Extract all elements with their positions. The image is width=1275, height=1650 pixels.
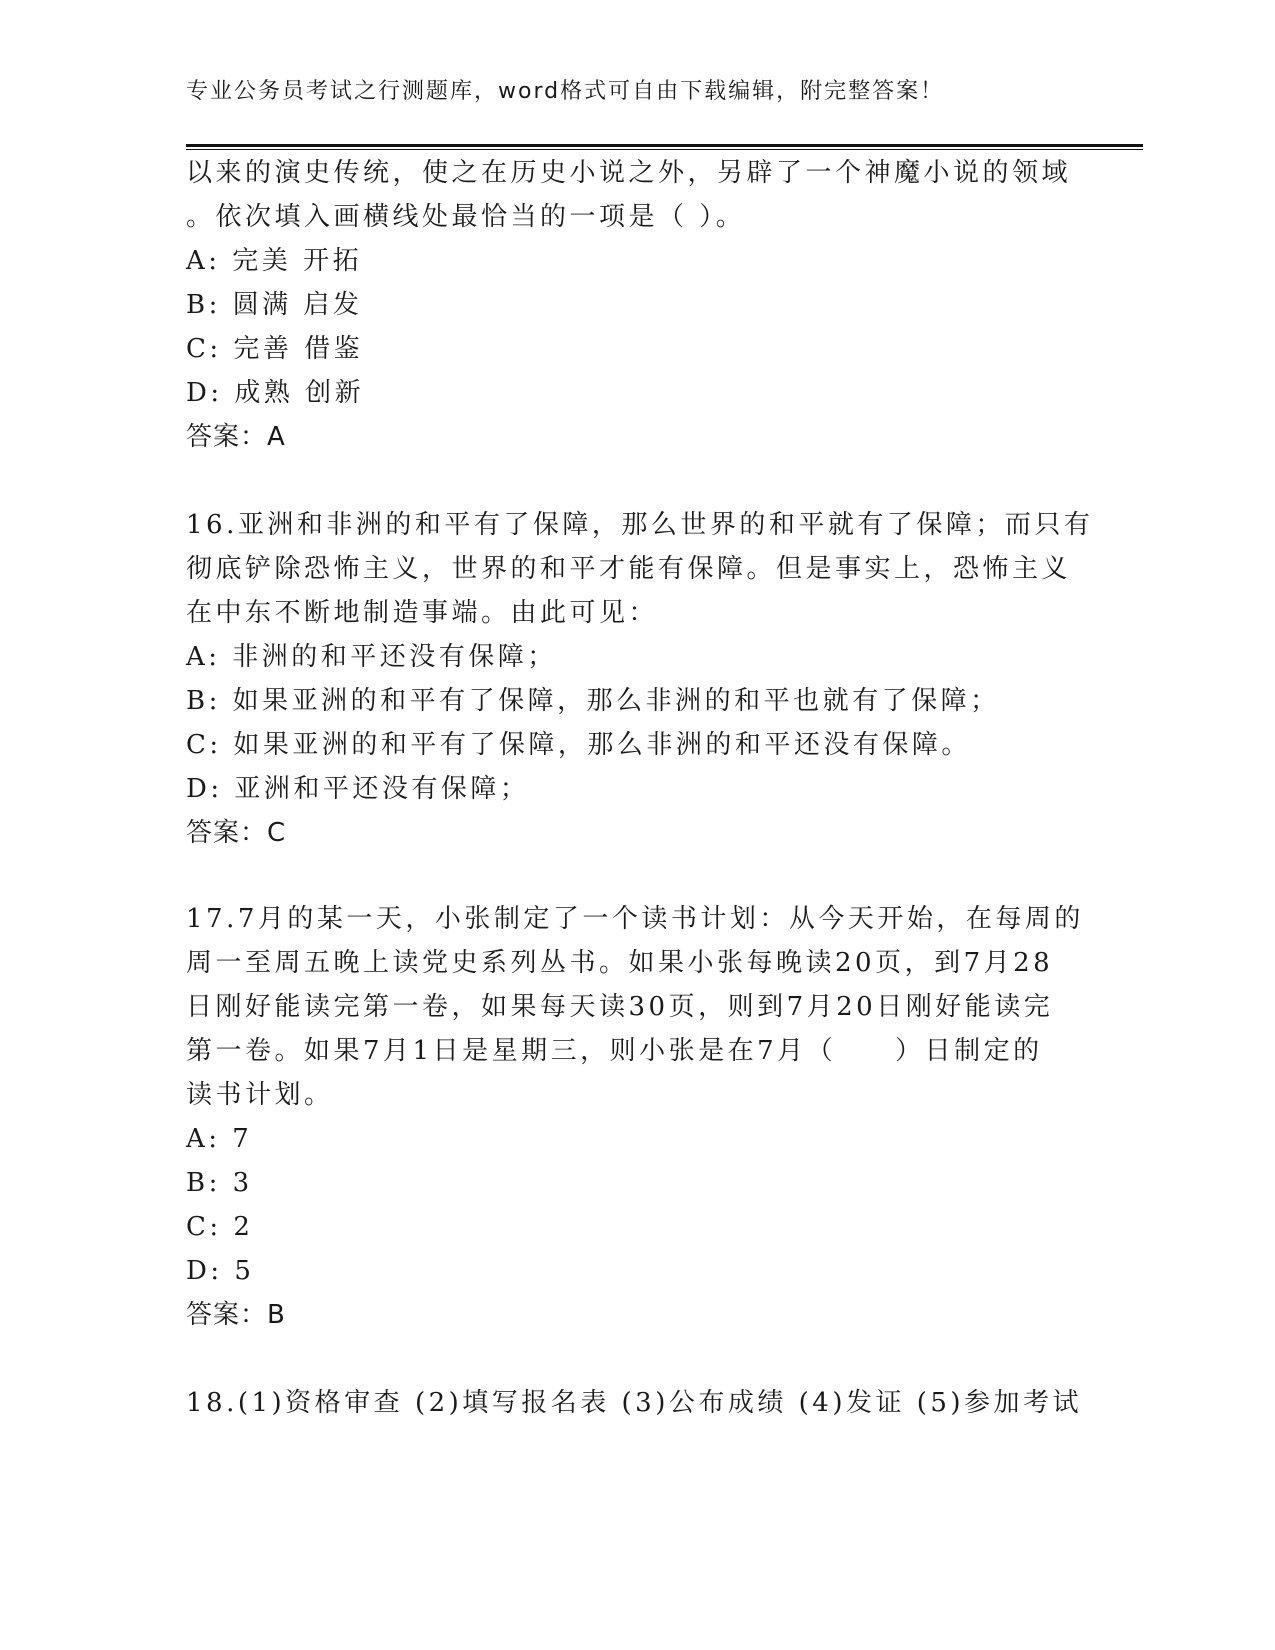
q15-answer: 答案：A bbox=[186, 422, 286, 452]
q16-answer: 答案：C bbox=[186, 818, 287, 848]
q18-stem-line: 18.(1)资格审查 (2)填写报名表 (3)公布成绩 (4)发证 (5)参加考试 bbox=[186, 1388, 1083, 1418]
page-header: 专业公务员考试之行测题库，word格式可自由下载编辑，附完整答案！ bbox=[186, 79, 945, 104]
header-divider-thick bbox=[186, 144, 1143, 147]
q15-option-d: D: 成熟 创新 bbox=[186, 378, 365, 408]
q17-stem-line: 17.7月的某一天，小张制定了一个读书计划：从今天开始，在每周的 bbox=[186, 904, 1084, 934]
q15-option-a: A: 完美 开拓 bbox=[186, 246, 363, 276]
q16-option-a: A: 非洲的和平还没有保障； bbox=[186, 642, 557, 672]
q16-stem-line: 16.亚洲和非洲的和平有了保障，那么世界的和平就有了保障；而只有 bbox=[186, 510, 1094, 540]
q16-stem-line: 彻底铲除恐怖主义，世界的和平才能有保障。但是事实上，恐怖主义 bbox=[186, 554, 1072, 584]
q17-option-a: A: 7 bbox=[186, 1124, 253, 1154]
q17-stem-line: 第一卷。如果7月1日是星期三，则小张是在7月（ ）日制定的 bbox=[186, 1036, 1043, 1066]
q17-stem-line: 周一至周五晚上读党史系列丛书。如果小张每晚读20页，到7月28 bbox=[186, 948, 1054, 978]
q17-option-d: D: 5 bbox=[186, 1256, 255, 1286]
q17-option-c: C: 2 bbox=[186, 1212, 254, 1242]
q17-stem-line: 读书计划。 bbox=[186, 1080, 334, 1110]
q15-stem-line: 以来的演史传统，使之在历史小说之外，另辟了一个神魔小说的领域 bbox=[186, 158, 1072, 188]
q15-option-c: C: 完善 借鉴 bbox=[186, 334, 364, 364]
q16-option-b: B: 如果亚洲的和平有了保障，那么非洲的和平也就有了保障； bbox=[186, 686, 1000, 716]
header-divider bbox=[186, 144, 1143, 151]
q16-option-c: C: 如果亚洲的和平有了保障，那么非洲的和平还没有保障。 bbox=[186, 730, 971, 760]
q17-option-b: B: 3 bbox=[186, 1168, 253, 1198]
q15-stem-line: 。依次填入画横线处最恰当的一项是（ ）。 bbox=[186, 202, 746, 232]
header-divider-thin bbox=[186, 149, 1143, 150]
q16-stem-line: 在中东不断地制造事端。由此可见： bbox=[186, 598, 659, 628]
q15-option-b: B: 圆满 启发 bbox=[186, 290, 363, 320]
q16-option-d: D: 亚洲和平还没有保障； bbox=[186, 774, 530, 804]
q17-answer: 答案：B bbox=[186, 1300, 286, 1330]
q17-stem-line: 日刚好能读完第一卷，如果每天读30页，则到7月20日刚好能读完 bbox=[186, 992, 1054, 1022]
